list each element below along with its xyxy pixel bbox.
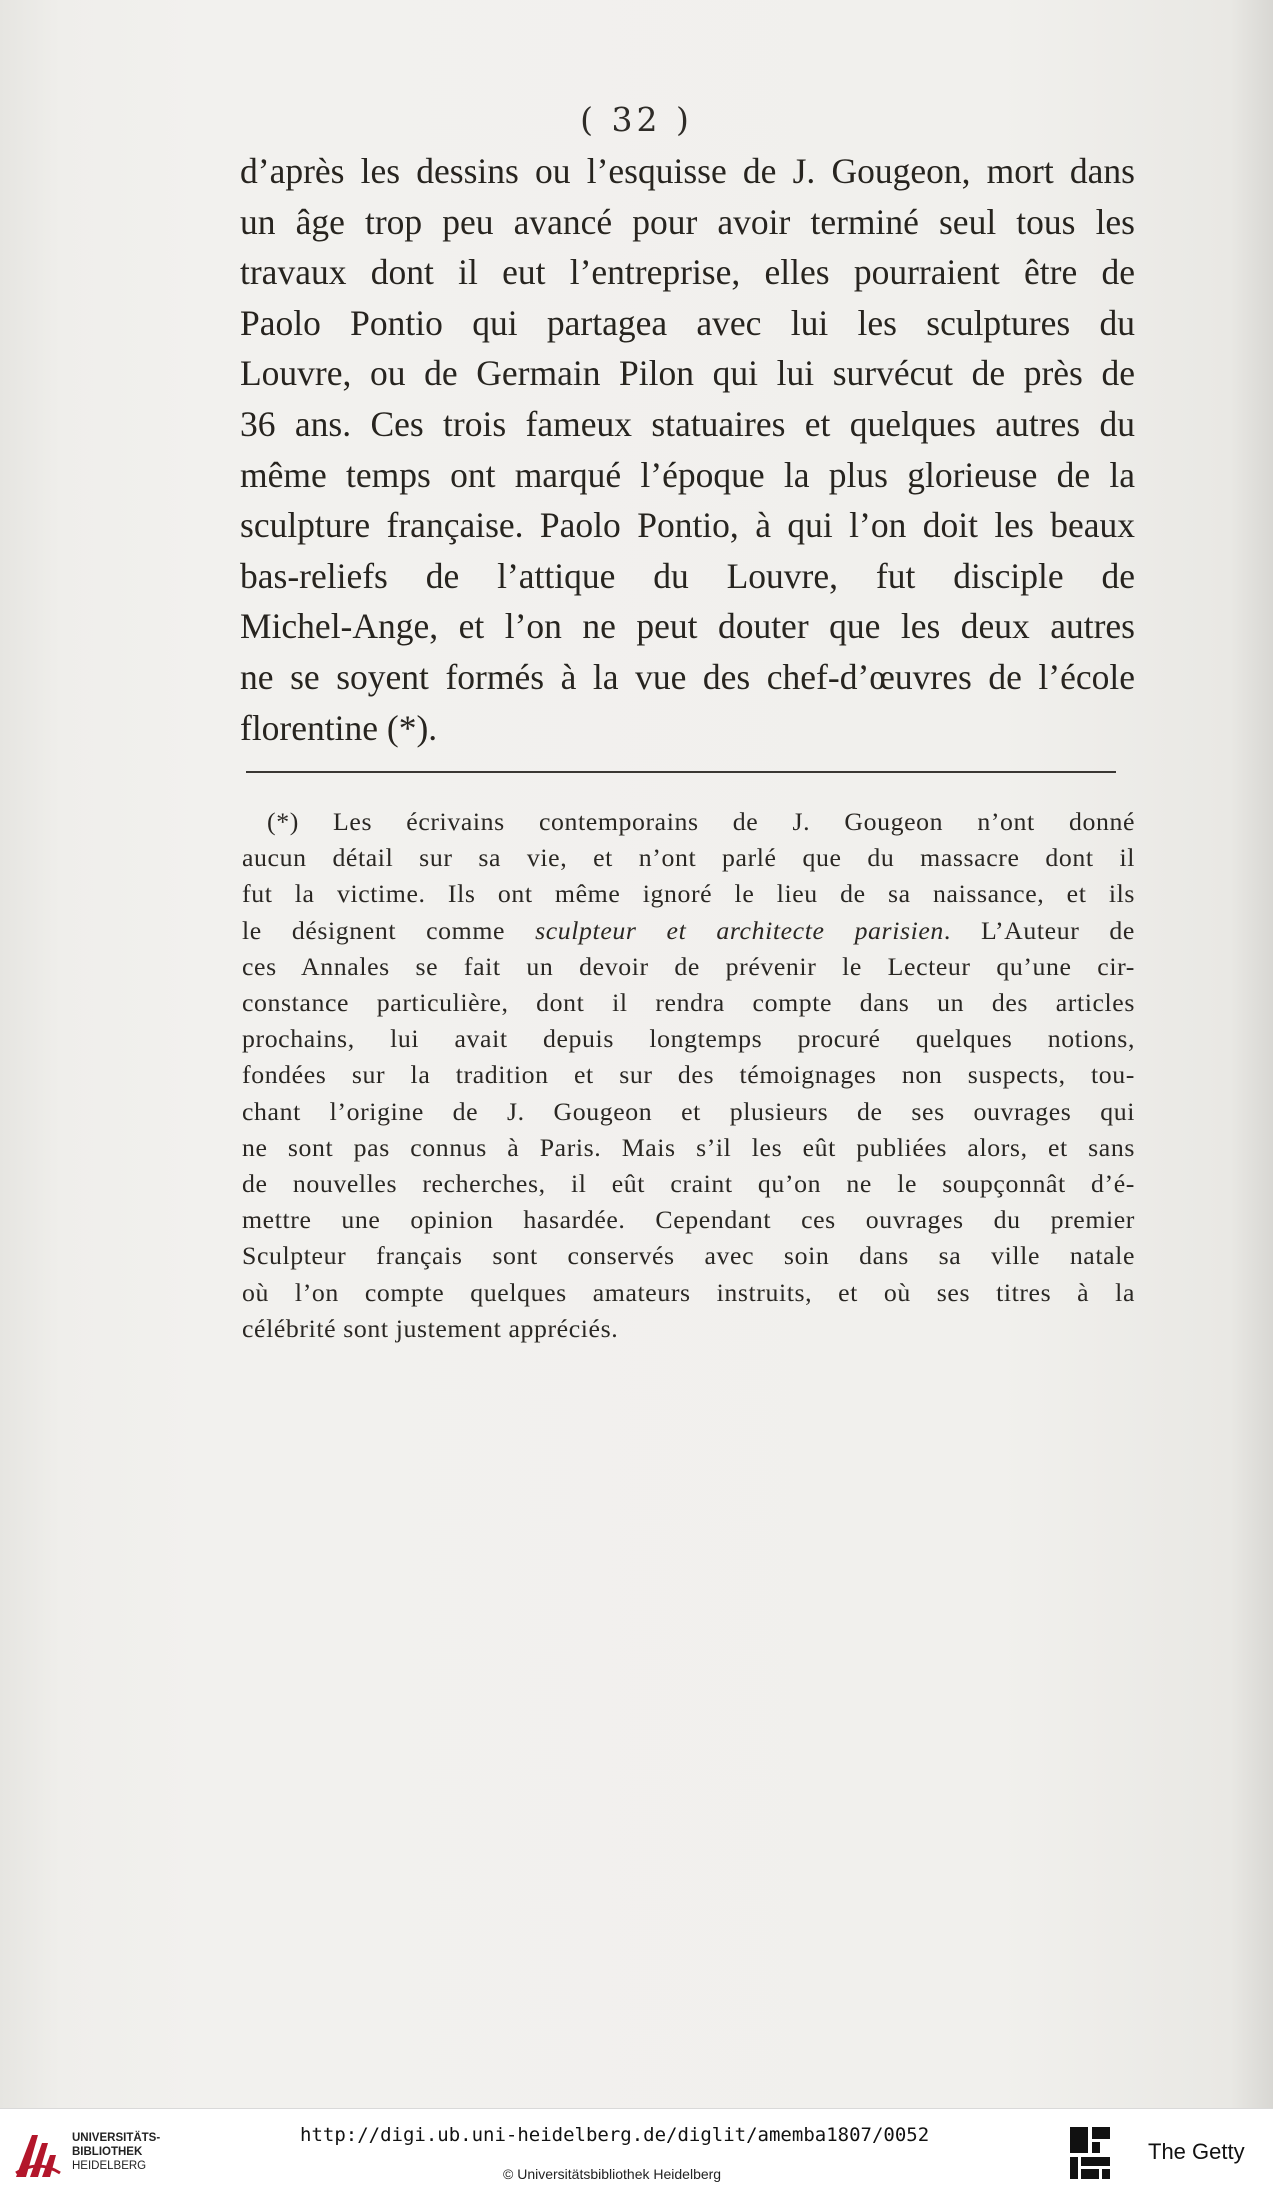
library-name-line: UNIVERSITÄTS- (72, 2132, 161, 2144)
library-name-line: BIBLIOTHEK (72, 2146, 143, 2158)
getty-label: The Getty (1148, 2139, 1245, 2164)
text-line: Michel-Ange, et l’on ne peut douter que les deux autres (240, 606, 1135, 647)
text-line: sculpture française. Paolo Pontio, à qui l’on doit les beaux (240, 505, 1135, 546)
footer-bar (0, 2108, 1273, 2200)
text-line: 36 ans. Ces trois fameux statuaires et quelques autres du (240, 403, 1135, 444)
library-name-line: HEIDELBERG (72, 2160, 147, 2172)
footnote-line: fondées sur la tradition et sur des témoignages non suspects, tou- (242, 1060, 1135, 1090)
text-line: même temps ont marqué l’époque la plus glorieuse de la (240, 454, 1135, 495)
footnote-line (242, 913, 1135, 949)
main-text (240, 146, 1135, 753)
footnote-line: de nouvelles recherches, il eût craint qu’on ne le soupçonnât d’é- (242, 1169, 1135, 1199)
university-library-logo-icon (12, 2129, 64, 2181)
footnote-line: ne sont pas connus à Paris. Mais s’il les eût publiées alors, et sans (242, 1132, 1135, 1162)
text-line: un âge trop peu avancé pour avoir terminé seul tous les (240, 201, 1135, 242)
footnote-line: ces Annales se fait un devoir de prévenir le Lecteur qu’une cir- (242, 951, 1135, 981)
footnote-line: prochains, lui avait depuis longtemps procuré quelques notions, (242, 1024, 1135, 1054)
text-line: florentine (*). (240, 707, 438, 748)
footnote-line: mettre une opinion hasardée. Cependant ces ouvrages du premier (242, 1205, 1135, 1235)
footnote-line: aucun détail sur sa vie, et n’ont parlé que du massacre dont il (242, 843, 1135, 873)
footnote-line: Sculpteur français sont conservés avec soin dans sa ville natale (242, 1241, 1135, 1271)
copyright-notice: © Universitätsbibliothek Heidelberg (503, 2166, 722, 2182)
footnote-line: fut la victime. Ils ont même ignoré le lieu de sa naissance, et ils (242, 879, 1135, 909)
footnote-line: célébrité sont justement appréciés. (242, 1313, 619, 1343)
text-line: bas-reliefs de l’attique du Louvre, fut disciple de (240, 555, 1135, 596)
footnote-italic-text: sculpteur et architecte parisien (535, 915, 944, 945)
footnote-line: chant l’origine de J. Gougeon et plusieurs de ses ouvrages qui (242, 1096, 1135, 1126)
text-line: ne se soyent formés à la vue des chef-d’œuvres de l’école (240, 656, 1135, 697)
footnote-divider (246, 771, 1116, 773)
text-line: d’après les dessins ou l’esquisse de J. Gougeon, mort dans (240, 151, 1135, 191)
page-number: ( 32 ) (580, 100, 693, 139)
library-name (72, 2131, 160, 2173)
getty-logo-icon (1068, 2125, 1114, 2183)
text-line: travaux dont il eut l’entreprise, elles pourraient être de (240, 252, 1135, 293)
footnote-line: constance particulière, dont il rendra compte dans un des articles (242, 988, 1135, 1018)
footnote-text: . L’Auteur de (943, 915, 1135, 945)
footnote-line: (*) Les écrivains contemporains de J. Gougeon n’ont donné (267, 807, 1135, 836)
footnote (242, 804, 1135, 1347)
permalink-url[interactable]: http://digi.ub.uni-heidelberg.de/diglit/amemba1807/0052 (300, 2124, 930, 2146)
footnote-text: le désignent comme (242, 915, 536, 945)
text-line: Paolo Pontio qui partagea avec lui les sculptures du (240, 302, 1135, 343)
footnote-line: où l’on compte quelques amateurs instruits, et où ses titres à la (242, 1277, 1135, 1307)
text-line: Louvre, ou de Germain Pilon qui lui survécut de près de (240, 353, 1135, 394)
